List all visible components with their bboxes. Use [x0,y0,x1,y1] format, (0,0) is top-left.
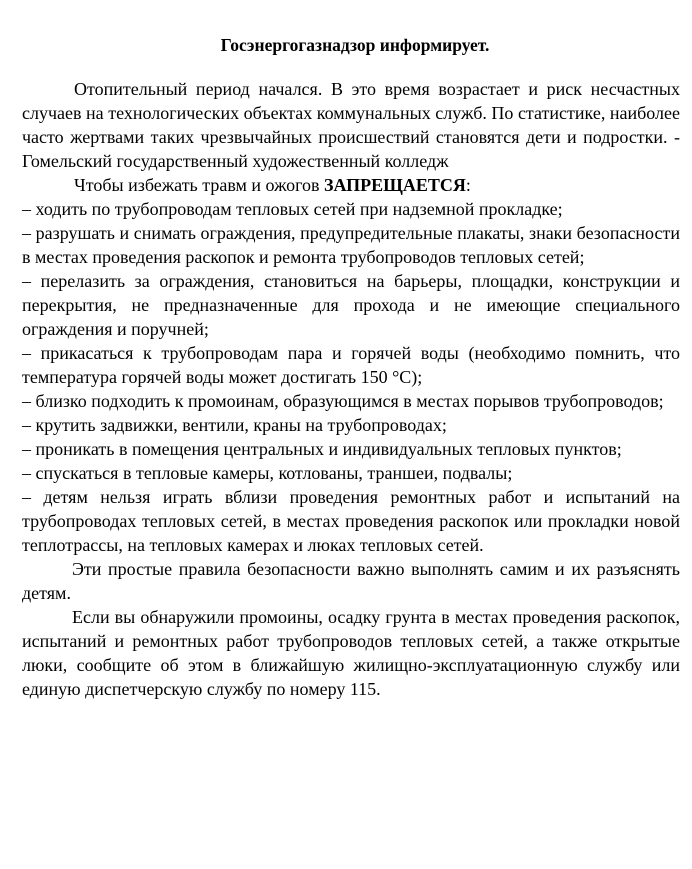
prohibition-item: – прикасаться к трубопроводам пара и горячей воды (необходимо помнить, что температура горячей воды может достигать 150 °С); [22,343,680,387]
prohibition-word: ЗАПРЕЩАЕТСЯ [324,175,466,195]
prohibition-item: – проникать в помещения центральных и индивидуальных тепловых пунктов; [22,439,622,459]
prohibition-heading [22,173,680,197]
closing-paragraph: Если вы обнаружили промоины, осадку грунта в местах проведения раскопок, испытаний и ремонтных работ трубопроводов тепловых сетей, а также открытые люки, сообщите об этом в ближайшую жилищно-эксплуатационную службу или единую диспетчерскую службу по номеру 115. [22,607,680,699]
prohibition-item: – близко подходить к промоинам, образующимся в местах порывов трубопроводов; [22,391,664,411]
prohibition-item: – ходить по трубопроводам тепловых сетей при надземной прокладке; [22,199,563,219]
prohibition-item: – крутить задвижки, вентили, краны на трубопроводах; [22,415,447,435]
prohibition-colon: : [465,175,471,195]
prohibition-item: – детям нельзя играть вблизи проведения ремонтных работ и испытаний на трубопроводах тепловых сетей, в местах проведения раскопок или прокладки новой теплотрассы, на тепловых камерах и люках тепловых сетей. [22,487,680,555]
document-page [22,34,680,701]
prohibition-item: – перелазить за ограждения, становиться на барьеры, площадки, конструкции и перекрытия, не предназначенные для прохода и не имеющие специального ограждения и поручней; [22,271,680,339]
rules-note-paragraph: Эти простые правила безопасности важно выполнять самим и их разъяснять детям. [22,559,680,603]
document-title: Госэнергогазнадзор информирует. [220,35,490,55]
prohibition-item: – спускаться в тепловые камеры, котлованы, траншеи, подвалы; [22,463,513,483]
intro-paragraph: Отопительный период начался. В это время возрастает и риск несчастных случаев на технологических объектах коммунальных служб. По статистике, наиболее часто жертвами таких чрезвычайных происшествий становятся дети и подростки. - Гомельский государственный художественный колледж [22,79,680,171]
prohibition-lead-text: Чтобы избежать травм и ожогов [74,175,325,195]
prohibition-item: – разрушать и снимать ограждения, предупредительные плакаты, знаки безопасности в местах проведения раскопок и ремонта трубопроводов тепловых сетей; [22,223,680,267]
